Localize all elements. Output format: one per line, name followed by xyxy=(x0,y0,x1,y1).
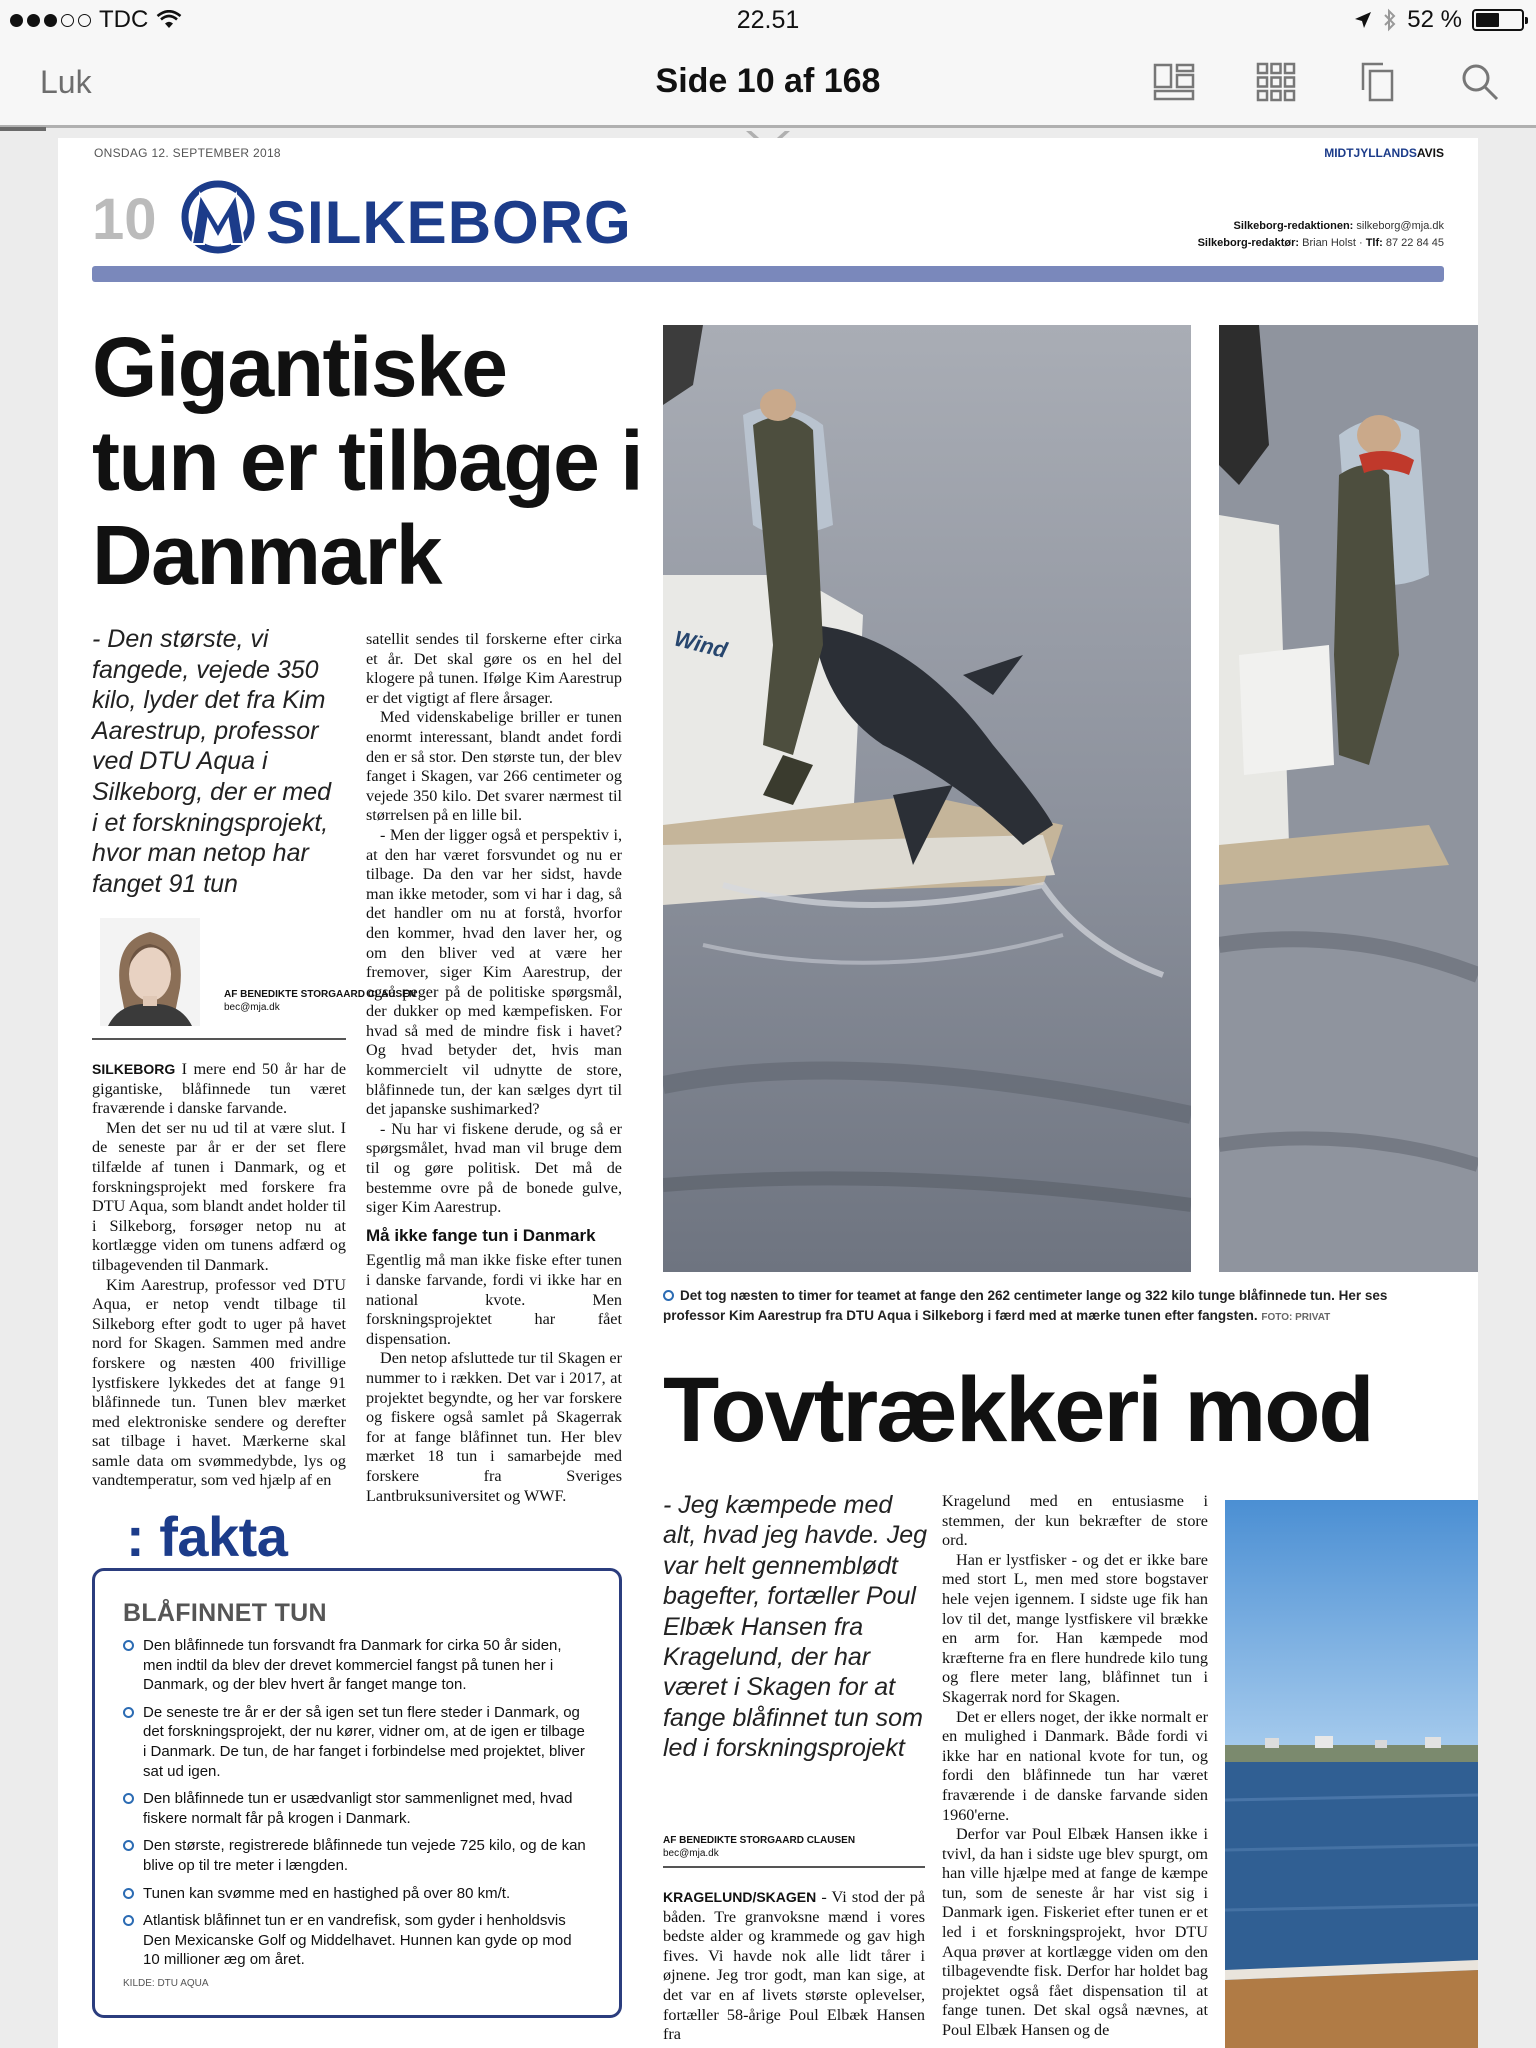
paragraph-text: - Vi stod der på båden. Tre granvoksne mænd i vores bedste alder og krammede og gav high fives. Vi havde nok alle lidt tårer i øjnene. Jeg tror godt, man kan sige, at det var en af livets største oplevelser, fortæller 58-årige Poul Elbæk Hansen fra xyxy=(663,1888,926,2044)
fakta-title: BLÅFINNET TUN xyxy=(123,1599,327,1627)
article-headline: Tovtrækkeri mod xyxy=(663,1359,1373,1461)
fakta-item-text: Atlantisk blåfinnet tun er en vandrefisk, som gyder i henholdsvis Den Mexicanske Golf og Middelhavet. Hunnen kan gyde op mod 10 millioner æg om året. xyxy=(143,1912,572,1969)
clock: 22.51 xyxy=(736,6,800,34)
battery-percent: 52 % xyxy=(1407,6,1462,33)
boat-lettering: Wind xyxy=(671,625,730,663)
article-headline: Gigantiske tun er tilbage i Danmark xyxy=(92,320,643,602)
photo-caption xyxy=(663,1286,1453,1328)
article-column-3 xyxy=(663,1888,925,2045)
contact-line xyxy=(1198,218,1444,235)
paragraph: Den netop afsluttede tur til Skagen er nummer to i rækken. Det var i 2017, at projektet begyndte, og her var forskere og fiskere også samlet på Skagerrak for at fange blåfinnet tun. Her blev mærket 18 tun i samarbejde med forskere fra Sveriges Lantbruksuniversitet og WWF. xyxy=(366,1349,622,1505)
paragraph: - Men der ligger også et perspektiv i, at den har været forsvundet og nu er tilbage. Da den var her sidst, havde man ikke metoder, som vi har i dag, så det handler om nu at forstå, hvorfor den kommer, hvad den laver her, og om den bliver ved at være her fremover, siger Kim Aarestrup, der også peger på de politiske spørgsmål, der dukker op med kæmpefisken. For hvad så med de mindre fisk i havet? Og hvad betyder det, hvis man kommercielt vil udnytte de store, blåfinnede tun, der kan sælges dyrt til det japanske sushimarked? xyxy=(366,825,622,1119)
section-title: SILKEBORG xyxy=(266,189,632,256)
fakta-item-text: De seneste tre år er der så igen set tun flere steder i Danmark, og det forskningsprojekt, der nu kører, vidner om, at de igen er tilbage i Danmark. De tun, de har fanget i forbindelse med projektet, bliver sat ud igen. xyxy=(143,1703,585,1780)
search-icon[interactable] xyxy=(1458,60,1502,104)
toolbar-tools xyxy=(1152,60,1502,104)
paragraph: Han er lystfisker - og det er ikke bare med stort L, men med store bogstaver hele vejen igennem. I sidste uge fik han lov til det, mange lystfiskere vil brække en arm for. Han kæmpede mod kræfterne fra en flere hundrede kilo tung og flere meter lang, blåfinnet tun i Skagerrak nord for Skagen. xyxy=(942,1550,1208,1706)
divider xyxy=(92,1038,346,1040)
byline-author: AF BENEDIKTE STORGAARD CLAUSEN xyxy=(663,1835,856,1846)
article-lead: - Jeg kæmpede med alt, hvad jeg havde. Jeg var helt gennemblødt bagefter, fortæller Poul Elbæk Hansen fra Kragelund, der har været i Skagen for at fange blåfinnet tun som led i forskningsprojekt xyxy=(663,1491,928,1763)
editor-name: Brian Holst xyxy=(1302,237,1356,249)
paragraph xyxy=(92,1060,346,1119)
author-photo xyxy=(100,918,200,1026)
brand-part-a: MIDTJYLLANDS xyxy=(1324,146,1417,160)
section-contact xyxy=(1198,218,1444,252)
caption-text: Det tog næsten to timer for teamet at fange den 262 centimeter lange og 322 kilo tunge blåfinnede tun. Her ses professor Kim Aarestrup fra DTU Aqua i Silkeborg i færd med at mærke tunen efter fangsten. xyxy=(663,1288,1388,1323)
phone-number: 87 22 84 45 xyxy=(1385,237,1444,249)
paragraph: Kim Aarestrup, professor ved DTU Aqua, er netop vendt tilbage til Silkeborg efter godt to uger på havet nord for Skagen. Sammen med andre forskere og næsten 400 frivillige lystfiskere lykkedes det at fange 91 blåfinnede tun. Tunen blev mærket med elektroniske sendere og derefter sat tilbage i havet. Mærkerne skal samle data om svømmedybde, lys og vandtemperatur, som ved hjælp af en xyxy=(92,1275,346,1490)
contact-label: Tlf: xyxy=(1365,237,1383,249)
fakta-item-text: Den største, registrerede blåfinnede tun vejede 725 kilo, og de kan blive op til tre meter i længden. xyxy=(143,1837,586,1874)
photo-credit: FOTO: PRIVAT xyxy=(1261,1312,1331,1323)
harbor-photo[interactable] xyxy=(1225,1500,1478,2048)
page-indicator: Side 10 af 168 xyxy=(655,62,881,100)
dateline: KRAGELUND/SKAGEN xyxy=(663,1889,817,1905)
dateline: SILKEBORG xyxy=(92,1061,176,1077)
paragraph: satellit sendes til forskerne efter cirka et år. Det skal gøre os en hel del klogere på tunen. Ifølge Kim Aarestrup er det vigtigt af flere årsager. xyxy=(366,630,622,707)
battery-icon xyxy=(1472,9,1524,31)
contact-label: Silkeborg-redaktør: xyxy=(1197,237,1300,249)
fakta-item-text: Den blåfinnede tun er usædvanligt stor sammenlignet med, hvad fiskere normalt får på krogen i Danmark. xyxy=(143,1790,573,1827)
newspaper-page[interactable] xyxy=(58,138,1478,2048)
status-bar xyxy=(0,0,1536,40)
fakta-box xyxy=(92,1568,622,2018)
status-right xyxy=(1353,6,1524,34)
fakta-item xyxy=(123,1911,589,1970)
battery-fill xyxy=(1476,13,1499,27)
fakta-label: : fakta xyxy=(126,1505,288,1568)
pages-icon[interactable] xyxy=(1356,60,1400,104)
bullet-icon xyxy=(123,1707,134,1718)
caption-bullet-icon xyxy=(663,1290,674,1301)
fakta-item-text: Den blåfinnede tun forsvandt fra Danmark for cirka 50 år siden, men indtil da blev der drevet kommerciel fangst på tunen her i Danmark, og der blev hvert år fanget mange ton. xyxy=(143,1637,562,1694)
contact-email: silkeborg@mja.dk xyxy=(1356,220,1444,232)
fakta-item xyxy=(123,1636,589,1695)
brand-part-b: AVIS xyxy=(1416,146,1444,160)
bullet-icon xyxy=(123,1840,134,1851)
bullet-icon xyxy=(123,1640,134,1651)
close-button[interactable]: Luk xyxy=(40,64,92,100)
page-number: 10 xyxy=(92,187,157,252)
fakta-item xyxy=(123,1836,589,1875)
page-layout-icon[interactable] xyxy=(1152,60,1196,104)
paragraph: Med videnskabelige briller er tunen enormt interessant, blandt andet fordi den er så stor. Den største tun, der blev fanget i Skagen, var 266 centimeter og vejede 350 kilo. Det svarer nærmest til størrelsen på en lille bil. xyxy=(366,708,622,825)
contact-line: Silkeborg-redaktør: Brian Holst · Tlf: 87 22 84 45 xyxy=(1197,237,1444,249)
bullet-icon xyxy=(123,1888,134,1899)
paragraph: Det er ellers noget, der ikke normalt er en mulighed i Danmark. Både fordi vi ikke har en national kvote for tun, og fordi den blåfinnede tun har været fraværende i de danske farvande siden 1960'erne. xyxy=(942,1707,1208,1824)
brand-name xyxy=(1324,146,1444,160)
reader-toolbar xyxy=(0,40,1536,128)
reading-progress-strip xyxy=(0,127,46,131)
bluetooth-icon xyxy=(1383,8,1397,32)
fakta-item xyxy=(123,1703,589,1781)
article-lead: - Den største, vi fangede, vejede 350 kilo, lyder det fra Kim Aarestrup, professor ved DTU Aqua i Silkeborg, der er med i et forskningsprojekt, hvor man netop har fanget 91 tun xyxy=(92,625,332,898)
fakta-item-text: Tunen kan svømme med en hastighed på over 80 km/t. xyxy=(143,1884,511,1902)
fakta-item xyxy=(123,1884,589,1904)
grid-icon[interactable] xyxy=(1254,60,1298,104)
byline-email[interactable]: bec@mja.dk xyxy=(224,1002,280,1013)
article-column-4 xyxy=(942,1492,1208,2041)
article-column-1 xyxy=(92,1060,346,1491)
paragraph: Derfor var Poul Elbæk Hansen ikke i tvivl, da han i sidste uge blev spurgt, om han ville hjælpe med at fange de kæmpe tun, som de seneste år har vist sig i Danmark igen. Fiskeriet efter tunen er et led i et forskningsprojekt, hvor DTU Aqua prøver at kortlægge viden om den tilbagevendte fisk. Derfor har holdet bag projektet også fået dispensation til at fange tunen. Det skal også nævnes, at Poul Elbæk Hansen og de xyxy=(942,1825,1208,2040)
paragraph: - Nu har vi fiskene derude, og så er spørgsmålet, hvad man vil bruge dem til og gøre politisk. Det må de bestemme ovre på de bonede gulve, siger Kim Aarestrup. xyxy=(366,1119,622,1217)
divider xyxy=(663,1866,925,1868)
fakta-source: KILDE: DTU AQUA xyxy=(123,1977,209,1989)
byline-author: AF BENEDIKTE STORGAARD CLAUSEN xyxy=(224,989,417,1000)
article-byline xyxy=(663,1834,855,1860)
tuna-photo[interactable] xyxy=(663,325,1191,1272)
paragraph: Egentlig må man ikke fiske efter tunen i danske farvande, fordi vi ikke har en national kvote. Men forskningsprojektet har fået dispensation. xyxy=(366,1251,622,1348)
paragraph: Kragelund med en entusiasme i stemmen, der kun bekræfter de store ord. xyxy=(942,1492,1208,1550)
subheading: Må ikke fange tun i Danmark xyxy=(366,1225,596,1245)
paragraph: Men det ser nu ud til at være slut. I de seneste par år er der set flere tilfælde af tunen i Danmark, og et forskningsprojekt med forskere fra DTU Aqua, som blandt andet holder til i Silkeborg, forsøger netop nu at kortlægge viden om tunens adfærd og tilbagevenden til Danmark. xyxy=(92,1118,346,1274)
article-column-2 xyxy=(366,630,622,1506)
fakta-item xyxy=(123,1789,589,1828)
boat-photo[interactable] xyxy=(1219,325,1478,1272)
contact-label: Silkeborg-redaktionen: xyxy=(1233,220,1354,232)
bullet-icon xyxy=(123,1793,134,1804)
bullet-icon xyxy=(123,1915,134,1926)
location-arrow-icon xyxy=(1353,10,1373,30)
fakta-list xyxy=(123,1636,589,1970)
m-logo-icon xyxy=(174,180,262,254)
issue-date: ONSDAG 12. SEPTEMBER 2018 xyxy=(94,146,281,160)
paragraph-text: I mere end 50 år har de gigantiske, blåfinnede tun været fraværende i danske farvande. xyxy=(92,1060,346,1118)
paragraph xyxy=(663,1888,925,2045)
byline-email[interactable]: bec@mja.dk xyxy=(663,1848,719,1859)
section-bar xyxy=(92,266,1444,282)
carrier-name: TDC xyxy=(99,6,149,33)
